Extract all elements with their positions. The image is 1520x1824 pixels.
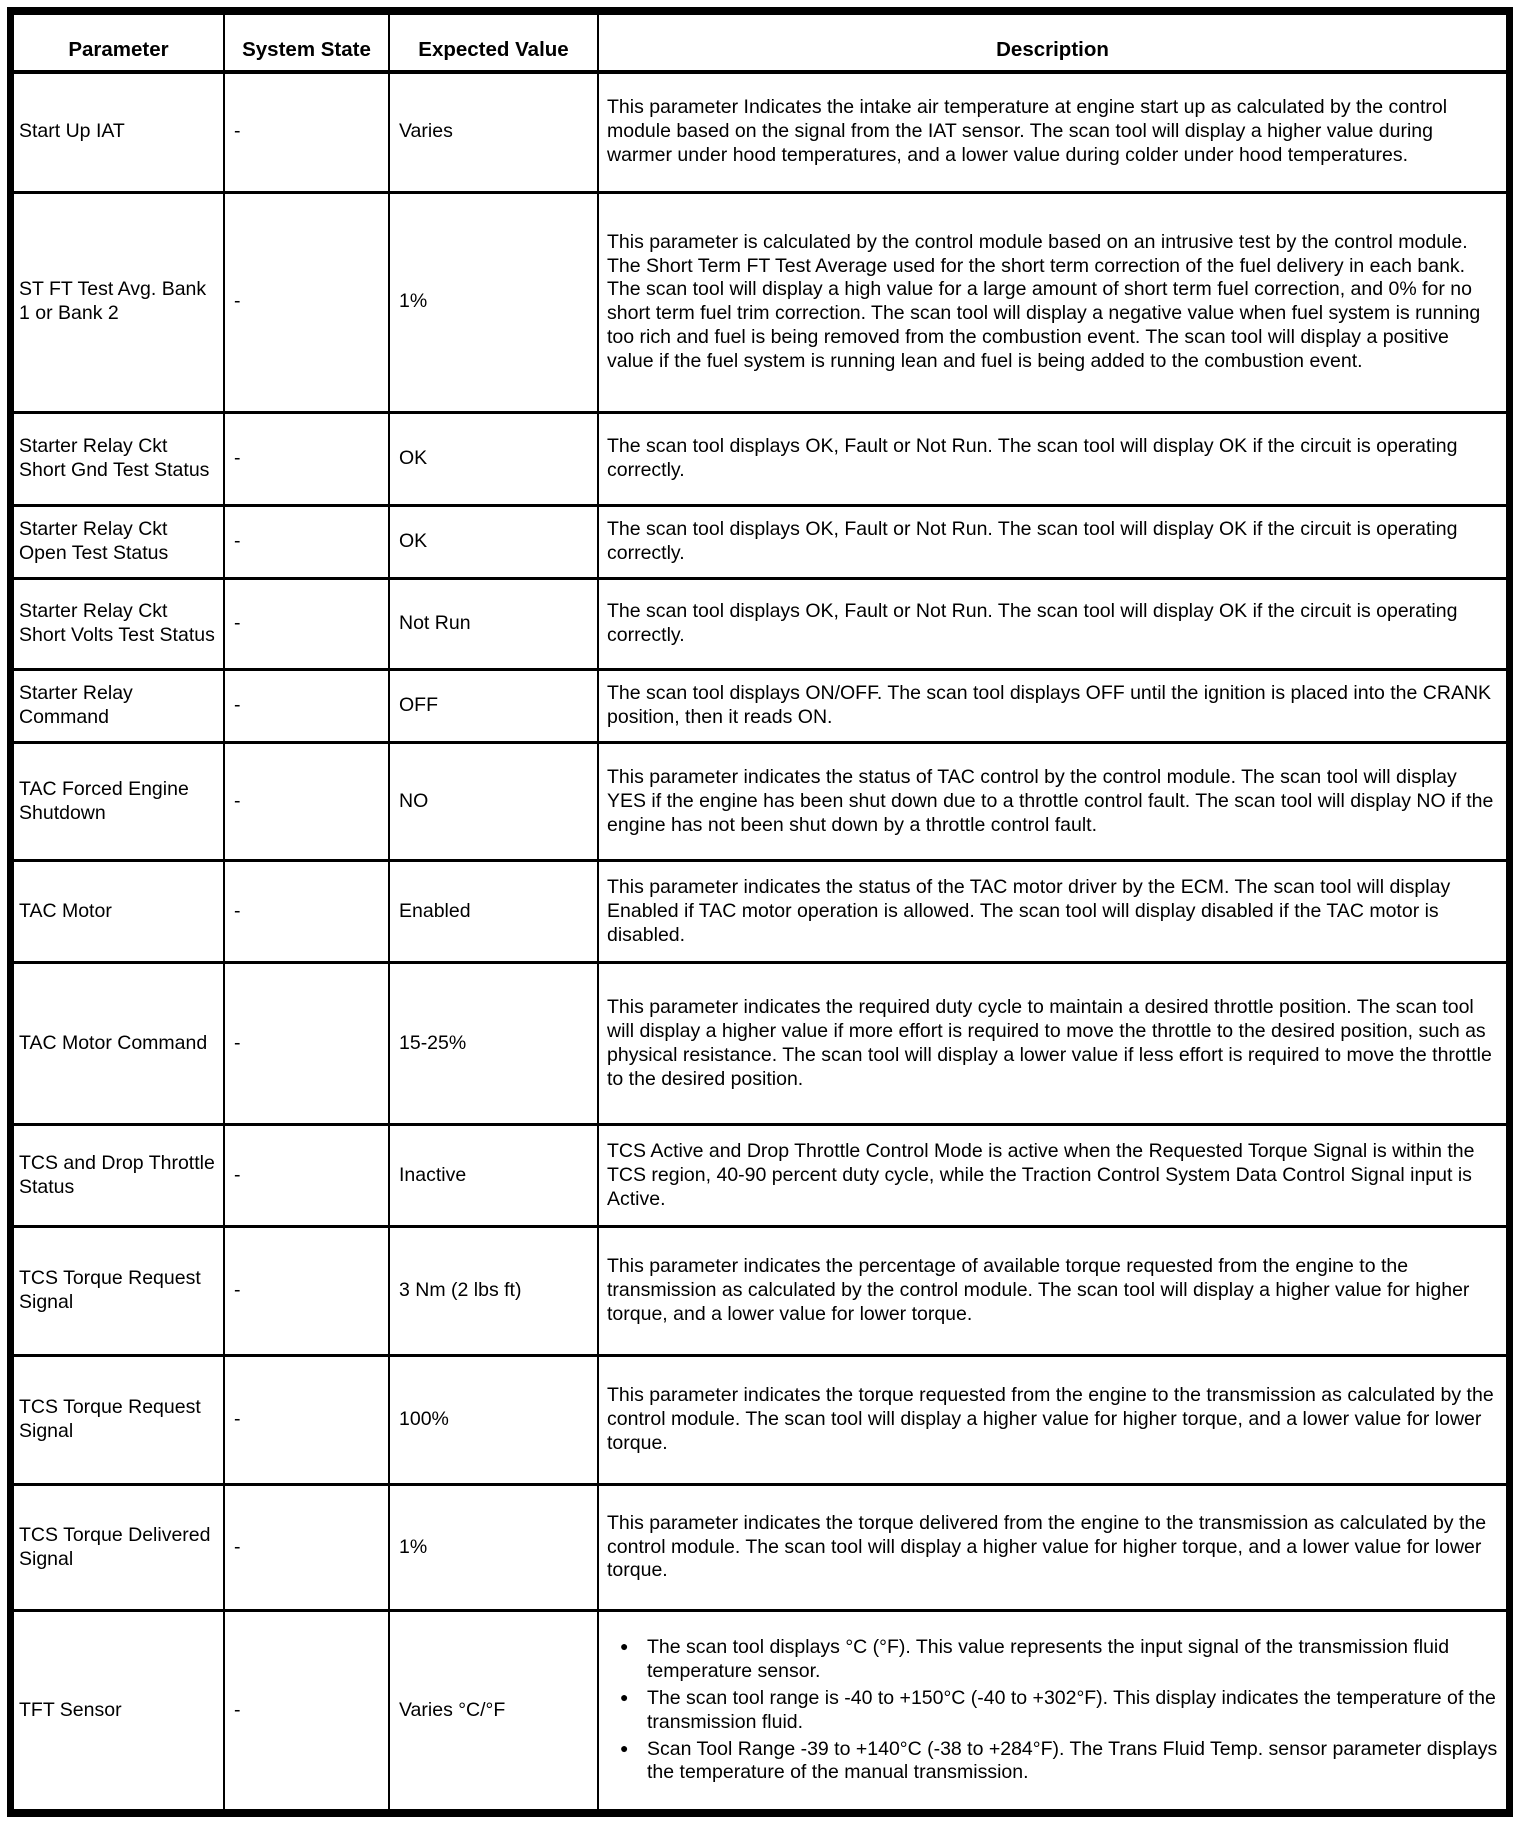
system-state-cell: - bbox=[224, 1484, 389, 1611]
parameter-cell: TCS Torque Delivered Signal bbox=[13, 1484, 224, 1611]
parameter-cell: TAC Motor Command bbox=[13, 963, 224, 1125]
description-bullet: ● The scan tool displays °C (°F). This value represents the input signal of the transmission fluid temperature sensor. bbox=[607, 1636, 1500, 1684]
table-row bbox=[13, 1484, 1507, 1611]
table-row bbox=[13, 1611, 1507, 1811]
expected-value-cell: Not Run bbox=[389, 578, 598, 669]
description-bullet: ● Scan Tool Range -39 to +140°C (-38 to +284°F). The Trans Fluid Temp. sensor parameter displays the temperature of the manual transmission. bbox=[607, 1738, 1500, 1786]
table-row bbox=[13, 963, 1507, 1125]
system-state-cell: - bbox=[224, 192, 389, 412]
table-row bbox=[13, 1355, 1507, 1484]
description-cell: This parameter indicates the torque delivered from the engine to the transmission as calculated by the control module. The scan tool will display a higher value for higher torque, and a lower value for lower torque. bbox=[598, 1484, 1507, 1611]
parameter-cell: TCS Torque Request Signal bbox=[13, 1355, 224, 1484]
description-cell: The scan tool displays OK, Fault or Not Run. The scan tool will display OK if the circuit is operating correctly. bbox=[598, 578, 1507, 669]
table-row bbox=[13, 1125, 1507, 1227]
table-row bbox=[13, 412, 1507, 505]
table-row bbox=[13, 670, 1507, 743]
parameter-cell: TCS Torque Request Signal bbox=[13, 1227, 224, 1356]
parameter-cell: Starter Relay Ckt Short Volts Test Status bbox=[13, 578, 224, 669]
system-state-cell: - bbox=[224, 72, 389, 193]
description-cell: The scan tool displays OK, Fault or Not Run. The scan tool will display OK if the circuit is operating correctly. bbox=[598, 412, 1507, 505]
parameter-cell: TCS and Drop Throttle Status bbox=[13, 1125, 224, 1227]
expected-value-cell: Varies bbox=[389, 72, 598, 193]
column-header-expected-value: Expected Value bbox=[389, 14, 598, 72]
system-state-cell: - bbox=[224, 1611, 389, 1811]
system-state-cell: - bbox=[224, 1355, 389, 1484]
parameter-cell: TAC Motor bbox=[13, 861, 224, 963]
system-state-cell: - bbox=[224, 861, 389, 963]
system-state-cell: - bbox=[224, 578, 389, 669]
expected-value-cell: OFF bbox=[389, 670, 598, 743]
description-cell: The scan tool displays OK, Fault or Not Run. The scan tool will display OK if the circuit is operating correctly. bbox=[598, 506, 1507, 579]
expected-value-cell: 1% bbox=[389, 192, 598, 412]
parameter-cell: TAC Forced Engine Shutdown bbox=[13, 743, 224, 861]
expected-value-cell: 15-25% bbox=[389, 963, 598, 1125]
expected-value-cell: 1% bbox=[389, 1484, 598, 1611]
table-row bbox=[13, 506, 1507, 579]
system-state-cell: - bbox=[224, 963, 389, 1125]
expected-value-cell: Varies °C/°F bbox=[389, 1611, 598, 1811]
parameter-cell: Start Up IAT bbox=[13, 72, 224, 193]
expected-value-cell: OK bbox=[389, 506, 598, 579]
expected-value-cell: 100% bbox=[389, 1355, 598, 1484]
table-frame bbox=[7, 7, 1513, 1817]
description-cell: This parameter Indicates the intake air temperature at engine start up as calculated by the control module based on the signal from the IAT sensor. The scan tool will display a higher value during warmer under hood temperatures, and a lower value during colder under hood temperatures. bbox=[598, 72, 1507, 193]
table-row bbox=[13, 578, 1507, 669]
description-bullet-list bbox=[607, 1636, 1500, 1785]
table-row bbox=[13, 743, 1507, 861]
description-cell: This parameter indicates the required duty cycle to maintain a desired throttle position. The scan tool will display a higher value if more effort is required to move the throttle to the desired position, such as physical resistance. The scan tool will display a lower value if less effort is required to move the throttle to the desired position. bbox=[598, 963, 1507, 1125]
description-cell: This parameter indicates the status of the TAC motor driver by the ECM. The scan tool will display Enabled if TAC motor operation is allowed. The scan tool will display disabled if the TAC motor is disabled. bbox=[598, 861, 1507, 963]
description-cell: This parameter is calculated by the control module based on an intrusive test by the control module. The Short Term FT Test Average used for the short term correction of the fuel delivery in each bank. The scan tool will display a high value for a large amount of short term fuel correction, and 0% for no short term fuel trim correction. The scan tool will display a negative value when fuel system is running too rich and fuel is being removed from the combustion event. The scan tool will display a positive value if the fuel system is running lean and fuel is being added to the combustion event. bbox=[598, 192, 1507, 412]
table-row bbox=[13, 192, 1507, 412]
description-cell: This parameter indicates the torque requested from the engine to the transmission as calculated by the control module. The scan tool will display a higher value for higher torque, and a lower value for lower torque. bbox=[598, 1355, 1507, 1484]
system-state-cell: - bbox=[224, 1125, 389, 1227]
description-cell: The scan tool displays ON/OFF. The scan tool displays OFF until the ignition is placed into the CRANK position, then it reads ON. bbox=[598, 670, 1507, 743]
table-row bbox=[13, 1227, 1507, 1356]
column-header-system-state: System State bbox=[224, 14, 389, 72]
parameter-cell: Starter Relay Ckt Short Gnd Test Status bbox=[13, 412, 224, 505]
description-cell: TCS Active and Drop Throttle Control Mode is active when the Requested Torque Signal is within the TCS region, 40-90 percent duty cycle, while the Traction Control System Data Control Signal input is Active. bbox=[598, 1125, 1507, 1227]
system-state-cell: - bbox=[224, 670, 389, 743]
column-header-parameter: Parameter bbox=[13, 14, 224, 72]
description-cell: This parameter indicates the status of TAC control by the control module. The scan tool will display YES if the engine has been shut down due to a throttle control fault. The scan tool will display NO if the engine has not been shut down by a throttle control fault. bbox=[598, 743, 1507, 861]
table-header bbox=[13, 14, 1507, 72]
table-body bbox=[13, 72, 1507, 1811]
expected-value-cell: Inactive bbox=[389, 1125, 598, 1227]
system-state-cell: - bbox=[224, 1227, 389, 1356]
parameter-cell: TFT Sensor bbox=[13, 1611, 224, 1811]
parameter-cell: ST FT Test Avg. Bank 1 or Bank 2 bbox=[13, 192, 224, 412]
description-cell bbox=[598, 1611, 1507, 1811]
system-state-cell: - bbox=[224, 506, 389, 579]
description-cell: This parameter indicates the percentage of available torque requested from the engine to the transmission as calculated by the control module. The scan tool will display a higher value for higher torque, and a lower value for lower torque. bbox=[598, 1227, 1507, 1356]
description-bullet: ● The scan tool range is -40 to +150°C (-40 to +302°F). This display indicates the temperature of the transmission fluid. bbox=[607, 1687, 1500, 1735]
expected-value-cell: NO bbox=[389, 743, 598, 861]
column-header-description: Description bbox=[598, 14, 1507, 72]
expected-value-cell: OK bbox=[389, 412, 598, 505]
parameter-cell: Starter Relay Ckt Open Test Status bbox=[13, 506, 224, 579]
system-state-cell: - bbox=[224, 743, 389, 861]
parameter-cell: Starter Relay Command bbox=[13, 670, 224, 743]
parameters-table bbox=[12, 12, 1508, 1812]
header-row bbox=[13, 14, 1507, 72]
table-row bbox=[13, 861, 1507, 963]
expected-value-cell: 3 Nm (2 lbs ft) bbox=[389, 1227, 598, 1356]
system-state-cell: - bbox=[224, 412, 389, 505]
table-row bbox=[13, 72, 1507, 193]
expected-value-cell: Enabled bbox=[389, 861, 598, 963]
